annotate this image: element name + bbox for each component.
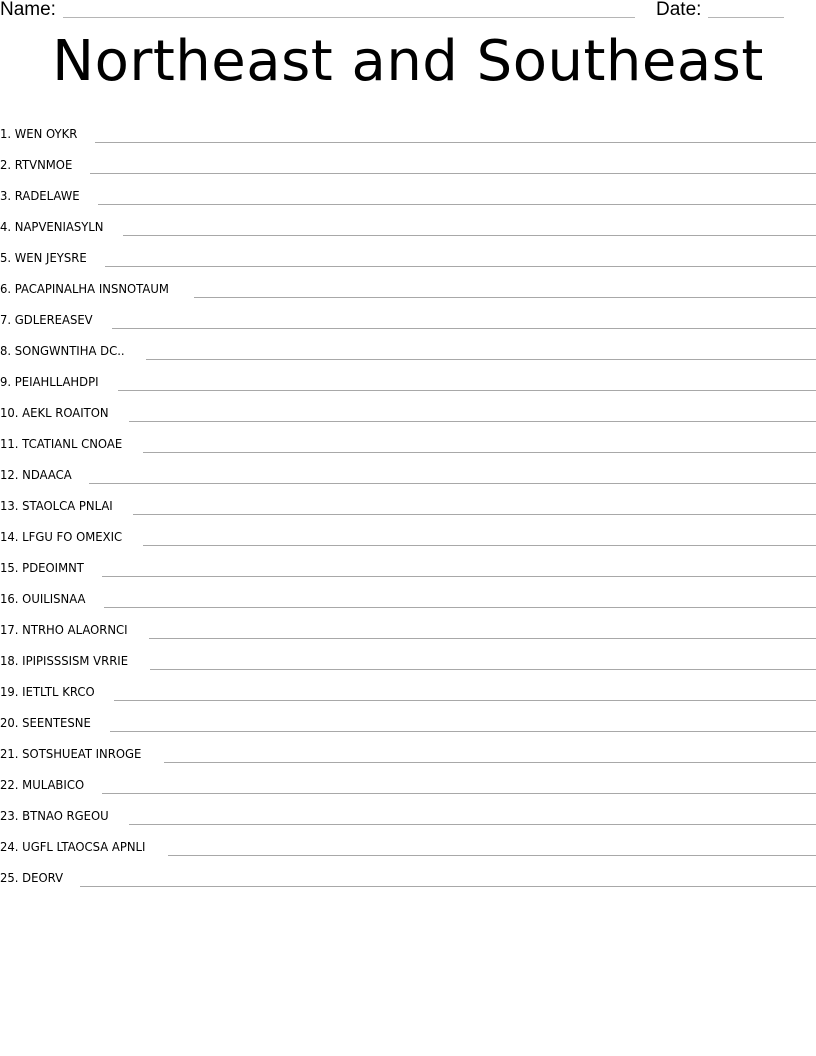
- answer-line[interactable]: [164, 762, 816, 763]
- answer-line[interactable]: [123, 235, 816, 236]
- answer-line[interactable]: [112, 328, 816, 329]
- answer-line[interactable]: [143, 545, 816, 546]
- answer-line[interactable]: [133, 514, 816, 515]
- name-field[interactable]: [63, 17, 635, 18]
- clue-text: 11. TCATIANL CNOAE: [0, 436, 123, 451]
- clue-text: 15. PDEOIMNT: [0, 560, 84, 575]
- clue-text: 16. OUILISNAA: [0, 591, 86, 606]
- clue-text: 3. RADELAWE: [0, 188, 80, 203]
- answer-line[interactable]: [102, 793, 816, 794]
- answer-line[interactable]: [146, 359, 816, 360]
- date-label: Date:: [656, 0, 702, 20]
- answer-line[interactable]: [104, 607, 816, 608]
- clue-row: [0, 422, 816, 453]
- name-label: Name:: [0, 0, 56, 20]
- answer-line[interactable]: [102, 576, 816, 577]
- clue-row: [0, 856, 816, 887]
- clue-row: [0, 174, 816, 205]
- answer-line[interactable]: [98, 204, 816, 205]
- clue-row: [0, 670, 816, 701]
- answer-line[interactable]: [129, 824, 816, 825]
- clue-list: [0, 112, 816, 887]
- clue-row: [0, 825, 816, 856]
- clue-text: 10. AEKL ROAITON: [0, 405, 109, 420]
- answer-line[interactable]: [168, 855, 816, 856]
- clue-text: 17. NTRHO ALAORNCI: [0, 622, 128, 637]
- answer-line[interactable]: [90, 173, 816, 174]
- clue-row: [0, 484, 816, 515]
- date-field[interactable]: [708, 17, 784, 18]
- worksheet-header: [0, 0, 816, 24]
- clue-row: [0, 205, 816, 236]
- clue-row: [0, 732, 816, 763]
- clue-text: 19. IETLTL KRCO: [0, 684, 95, 699]
- clue-text: 7. GDLEREASEV: [0, 312, 93, 327]
- clue-text: 23. BTNAO RGEOU: [0, 808, 109, 823]
- clue-text: 12. NDAACA: [0, 467, 72, 482]
- clue-row: [0, 298, 816, 329]
- clue-text: 20. SEENTESNE: [0, 715, 91, 730]
- clue-row: [0, 360, 816, 391]
- answer-line[interactable]: [89, 483, 816, 484]
- clue-row: [0, 329, 816, 360]
- clue-text: 25. DEORV: [0, 870, 64, 885]
- clue-row: [0, 391, 816, 422]
- clue-text: 24. UGFL LTAOCSA APNLI: [0, 839, 146, 854]
- clue-row: [0, 577, 816, 608]
- clue-row: [0, 763, 816, 794]
- answer-line[interactable]: [143, 452, 816, 453]
- answer-line[interactable]: [118, 390, 816, 391]
- clue-row: [0, 453, 816, 484]
- answer-line[interactable]: [194, 297, 816, 298]
- clue-row: [0, 236, 816, 267]
- clue-text: 6. PACAPINALHA INSNOTAUM: [0, 281, 169, 296]
- answer-line[interactable]: [149, 638, 816, 639]
- clue-row: [0, 701, 816, 732]
- answer-line[interactable]: [150, 669, 816, 670]
- clue-row: [0, 608, 816, 639]
- clue-text: 14. LFGU FO OMEXIC: [0, 529, 123, 544]
- clue-text: 22. MULABICO: [0, 777, 85, 792]
- clue-text: 4. NAPVENIASYLN: [0, 219, 104, 234]
- clue-row: [0, 515, 816, 546]
- clue-text: 1. WEN OYKR: [0, 126, 78, 141]
- clue-row: [0, 112, 816, 143]
- answer-line[interactable]: [105, 266, 816, 267]
- clue-text: 18. IPIPISSSISM VRRIE: [0, 653, 129, 668]
- clue-row: [0, 794, 816, 825]
- clue-row: [0, 143, 816, 174]
- answer-line[interactable]: [80, 886, 816, 887]
- clue-text: 5. WEN JEYSRE: [0, 250, 87, 265]
- clue-text: 13. STAOLCA PNLAI: [0, 498, 113, 513]
- page-title: Northeast and Southeast: [52, 29, 764, 94]
- answer-line[interactable]: [129, 421, 816, 422]
- answer-line[interactable]: [110, 731, 816, 732]
- answer-line[interactable]: [95, 142, 816, 143]
- clue-row: [0, 267, 816, 298]
- clue-row: [0, 639, 816, 670]
- clue-text: 21. SOTSHUEAT INROGE: [0, 746, 142, 761]
- clue-text: 8. SONGWNTIHA DC..: [0, 343, 125, 358]
- clue-text: 2. RTVNMOE: [0, 157, 73, 172]
- answer-line[interactable]: [114, 700, 816, 701]
- clue-row: [0, 546, 816, 577]
- clue-text: 9. PEIAHLLAHDPI: [0, 374, 99, 389]
